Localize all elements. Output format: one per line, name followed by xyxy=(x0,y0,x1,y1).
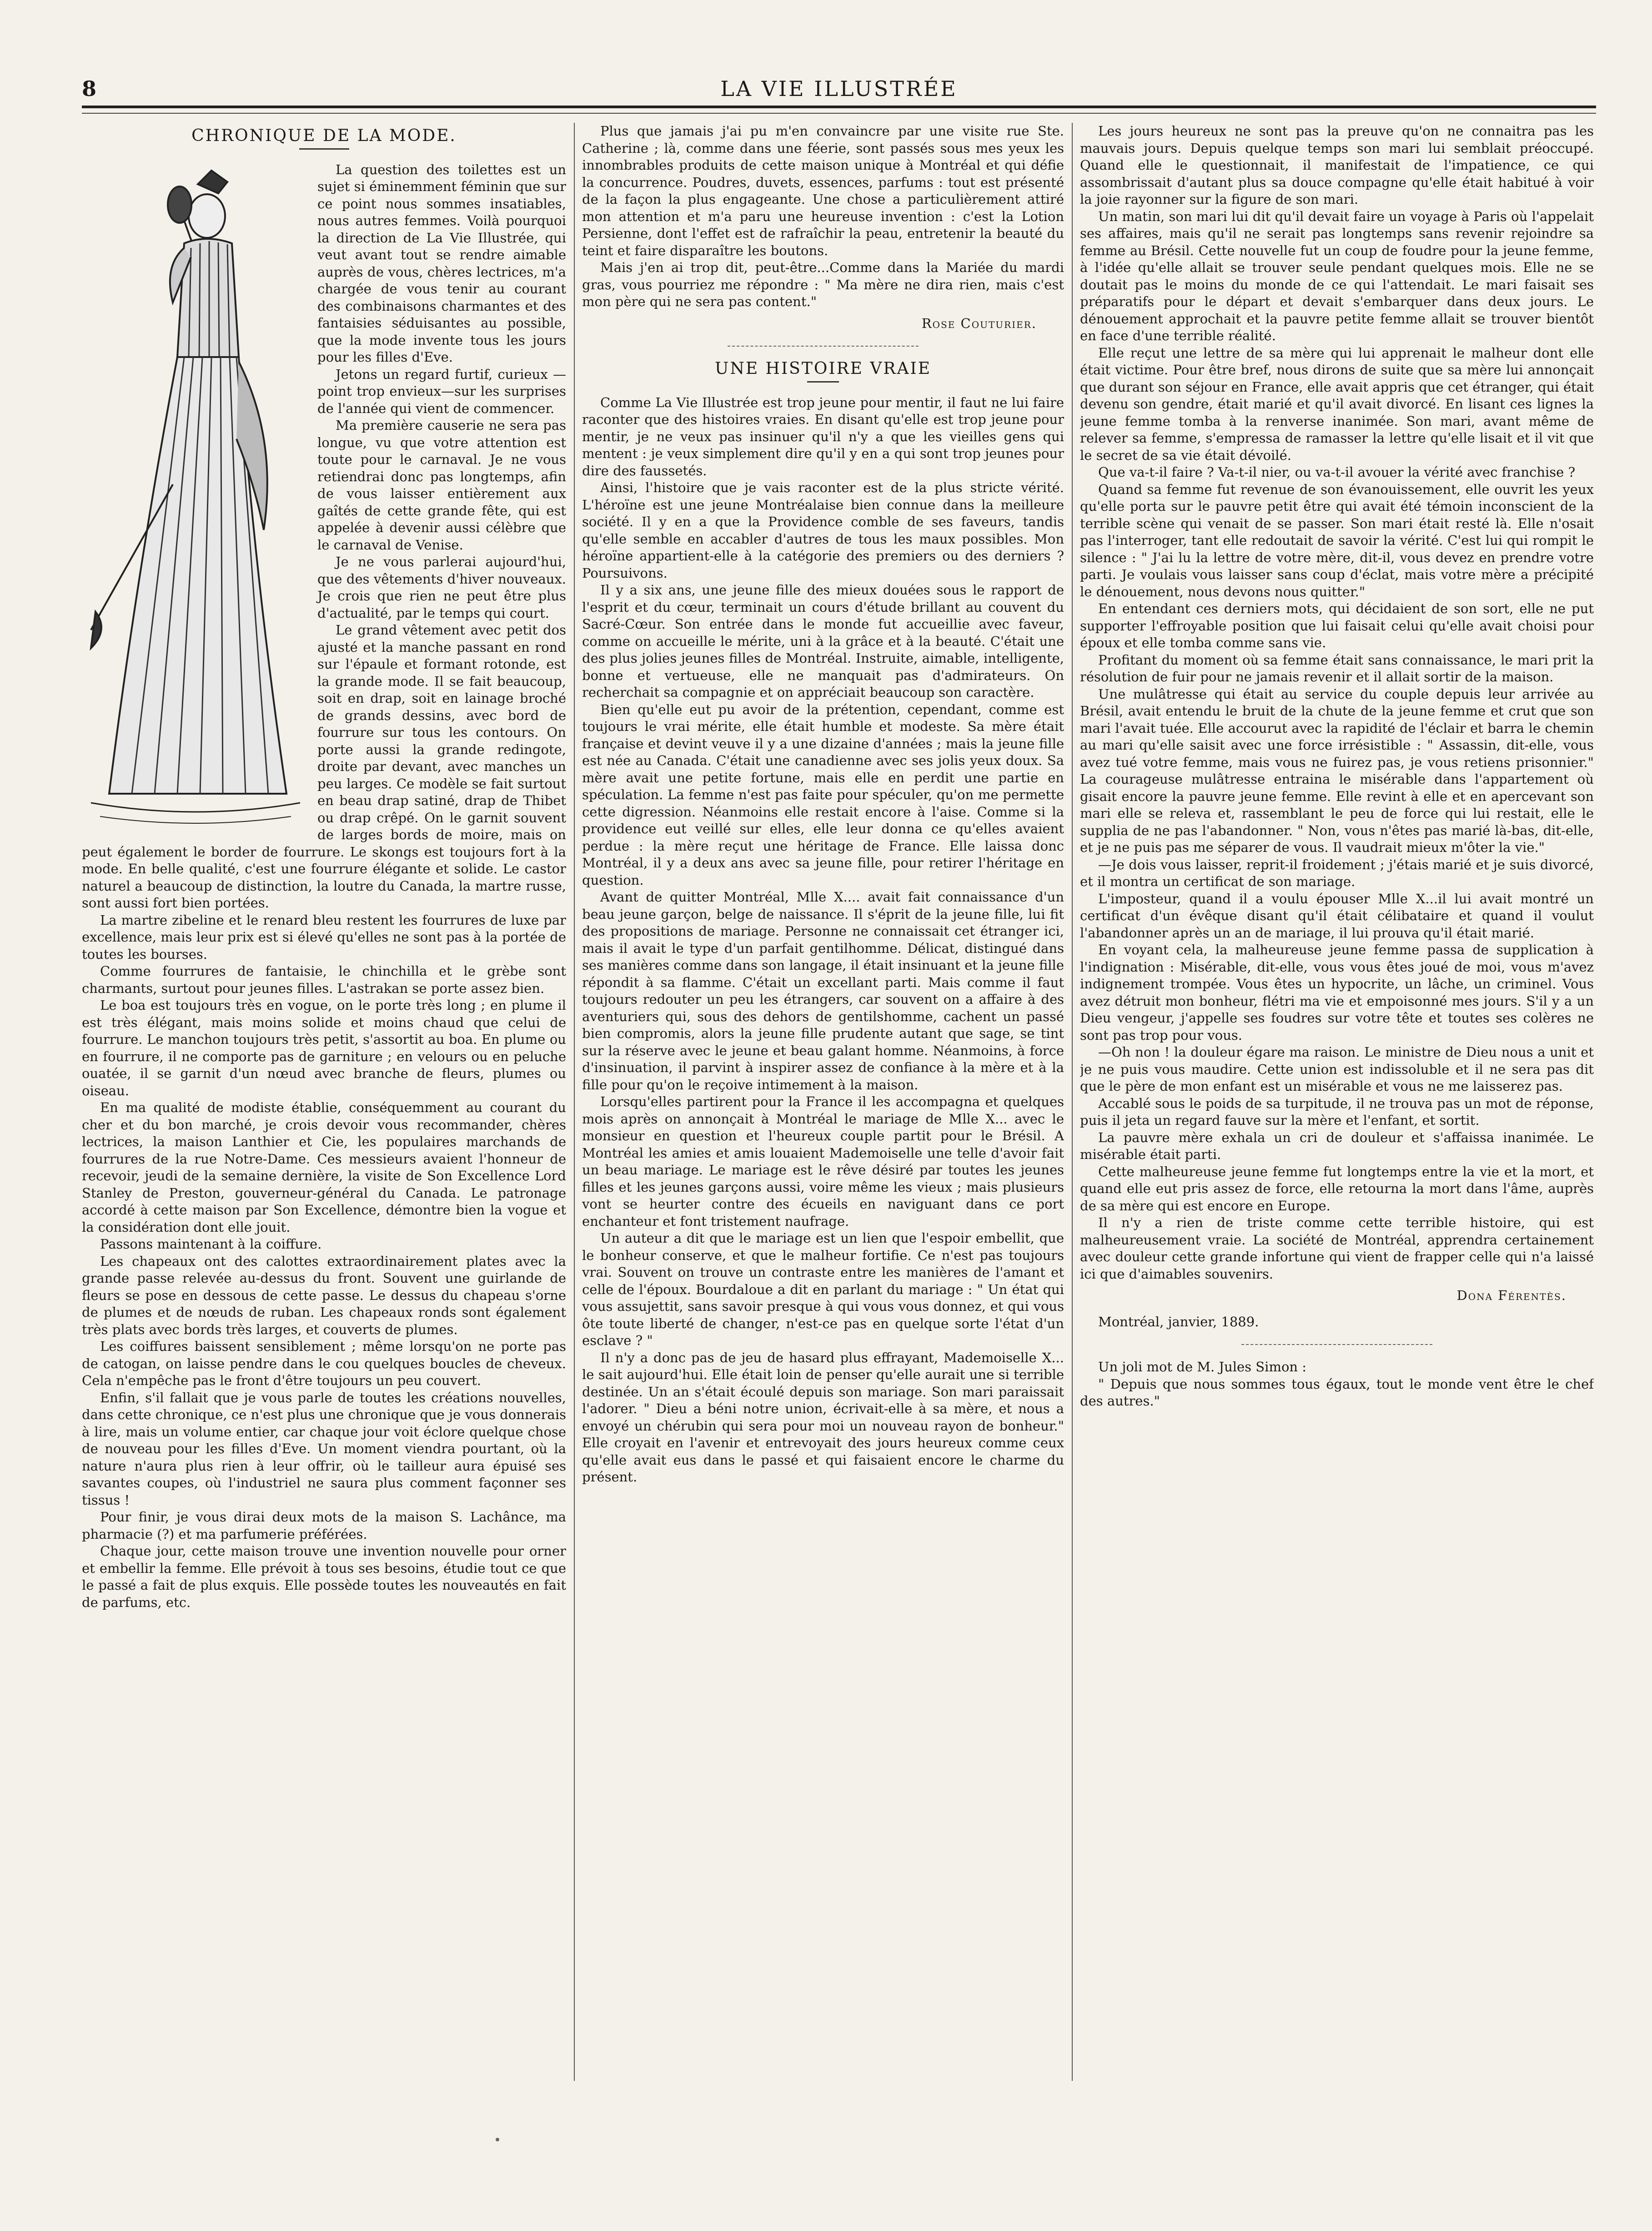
paragraph: Le boa est toujours très en vogue, on le porte très long ; en plume il est très élégant, mais moins solide et moins chaud que celui de fourrure. Le manchon toujours très petit, s'assortit au boa. En plume ou en fourrure, il ne comporte pas de garniture ; en velours ou en peluche ouatée, il se garnit d'un nœud avec branche de fleurs, plumes ou oiseau. xyxy=(82,997,566,1098)
paragraph: Jetons un regard furtif, curieux — point trop envieux—sur les surprises de l'année qui vient de commencer. xyxy=(317,366,566,416)
section-separator xyxy=(728,346,919,347)
title-rule xyxy=(299,148,349,150)
chronique-title: CHRONIQUE DE LA MODE. xyxy=(191,126,457,145)
print-speck xyxy=(496,2138,499,2141)
story-paragraph: Cette malheureuse jeune femme fut longtemps entre la vie et la mort, et quand elle eut pris assez de force, elle retourna la mort dans l'âme, auprès de sa mère qui est encore en Europe. xyxy=(1080,1163,1594,1214)
paragraph: Le grand vêtement avec petit dos ajusté et la manche passant en rond sur l'épaule et formant rotonde, est la grande mode. Il se fait beaucoup, soit en drap, soit en lainage broché de grands dessins, avec bord de fourrure sur tous les contours. On porte aussi la grande redingote, droite par devant, avec manches un peu larges. Ce modèle se fait surtout en beau drap satiné, drap de Thibet ou drap crêpé. On le garnit souvent de larges bords de moire, mais on peut également le border de fourrure. Le skongs est toujours fort à la mode. En belle qualité, c'est une fourrure élégante et solide. Le castor naturel a beaucoup de distinction, la loutre du Canada, la martre russe, sont aussi fort bien portées. xyxy=(82,622,566,911)
story-paragraph: Bien qu'elle eut pu avoir de la prétention, cependant, comme est toujours le vrai mérite, elle était humble et modeste. Sa mère était française et devint veuve il y a une dizaine d'années ; mais la jeune fille est née au Canada. C'était une canadienne avec ses jolis yeux doux. Sa mère avait une petite fortune, mais elle en perdit une partie en spéculation. La femme n'est pas faite pour spéculer, qu'on me permette cette digression. Néanmoins elle restait encore à l'aise. Comme si la providence eut veillé sur elles, elle leur donna ce qu'elles avaient perdue : la mère reçut une héritage de France. Elle laissa donc Montréal, il y a deux ans avec sa jeune fille, pour retirer l'héritage en question. xyxy=(582,701,1064,888)
story-paragraph: Accablé sous le poids de sa turpitude, il ne trouva pas un mot de réponse, puis il jeta un regard fauve sur la mère et l'enfant, et sortit. xyxy=(1080,1095,1594,1128)
story-paragraph: Avant de quitter Montréal, Mlle X.... avait fait connaissance d'un beau jeune garçon, belge de naissance. Il s'éprit de la jeune fille, lui fit des propositions de mariage. Personne ne connaissait cet étranger ici, mais il avait le type d'un parfait gentilhomme. Délicat, distingué dans ses manières comme dans son langage, il était insinuant et la jeune fille répondit à sa flamme. C'était un excellant parti. Mais comme il faut toujours redouter un peu les étrangers, car souvent on a affaire à des aventuriers qui, sous des dehors de gentilshomme, cachent un passé bien compromis, alors la jeune fille prudente autant que sage, se tint sur la réserve avec le jeune et beau galant homme. Néanmoins, à force d'insinuation, il parvint à inspirer assez de confiance à la mère et à la fille pour qu'on le reçoive intimement à la maison. xyxy=(582,889,1064,1093)
column-3 xyxy=(1080,123,1594,2081)
header-rule-thin xyxy=(82,113,1596,114)
story-paragraph: En entendant ces derniers mots, qui décidaient de son sort, elle ne put supporter l'effroyable position que lui faisait celui qu'elle avait choisi pour époux et elle tomba comme sans vie. xyxy=(1080,601,1594,650)
story-paragraph: —Je dois vous laisser, reprit-il froidement ; j'étais marié et je suis divorcé, et il montra un certificat de son mariage. xyxy=(1080,856,1594,889)
paragraph: Pour finir, je vous dirai deux mots de la maison S. Lachânce, ma pharmacie (?) et ma parfumerie préférées. xyxy=(82,1509,566,1542)
paragraph: La martre zibeline et le renard bleu restent les fourrures de luxe par excellence, mais leur prix est si élevé qu'elles ne sont pas à la portée de toutes les bourses. xyxy=(82,912,566,962)
story-paragraph: Un matin, son mari lui dit qu'il devait faire un voyage à Paris où l'appelait ses affaires, mais qu'il ne serait pas longtemps sans revenir rejoindre sa femme au Brésil. Cette nouvelle fut un coup de foudre pour la jeune femme, à l'idée qu'elle allait se trouver seule pendant quelques mois. Elle ne se doutait pas le moins du monde de ce qui l'attendait. Le mari faisait ses préparatifs pour le départ et devait s'embarquer dans deux jours. Le dénouement approchait et la pauvre petite femme allait se trouver bientôt en face d'une terrible réalité. xyxy=(1080,208,1594,343)
title-rule xyxy=(807,381,839,383)
paragraph: Ma première causerie ne sera pas longue, vu que votre attention est toute pour le carnaval. Je ne vous retiendrai donc pas longtemps, afin de vous laisser entièrement aux gaîtés de cette grande fête, qui est appelée à devenir aussi célèbre que le carnaval de Venise. xyxy=(317,418,566,553)
histoire-body-continued xyxy=(1080,123,1594,1283)
histoire-body xyxy=(582,394,1064,1486)
story-paragraph: Profitant du moment où sa femme était sans connaissance, le mari prit la résolution de fuir pour ne jamais revenir et il allait sortir de la maison. xyxy=(1080,652,1594,685)
paragraph: Je ne vous parlerai aujourd'hui, que des vêtements d'hiver nouveaux. Je crois que rien ne peut être plus d'actualité, par le temps qui court. xyxy=(317,554,566,621)
story-paragraph: Une mulâtresse qui était au service du couple depuis leur arrivée au Brésil, avait entendu le bruit de la chute de la jeune femme et crut que son mari l'avait tuée. Elle accourut avec la rapidité de l'éclair et barra le chemin au mari qu'elle saisit avec une force irrésistible : " Assassin, dit-elle, vous avez tué votre femme, mais vous ne fuirez pas, je vous retiens prisonnier." La courageuse mulâtresse entraina le misérable dans l'appartement où gisait encore la pauvre jeune femme. Elle revint à elle et en apercevant son mari elle se releva et, rassemblant le peu de force qui lui restait, elle le supplia de ne pas l'abandonner. " Non, vous n'êtes pas marié là-bas, dit-elle, et je ne puis pas me séparer de vous. Il vaudrait mieux m'ôter la vie." xyxy=(1080,686,1594,855)
story-paragraph: Les jours heureux ne sont pas la preuve qu'on ne connaitra pas les mauvais jours. Depuis quelque temps son mari lui semblait préoccupé. Quand elle le questionnait, il manifestait de l'impatience, ce qui assombrissait d'autant plus sa douce compagne qu'elle était habitué à voir la joie rayonner sur la figure de son mari. xyxy=(1080,123,1594,207)
story-paragraph: Comme La Vie Illustrée est trop jeune pour mentir, il faut ne lui faire raconter que des histoires vraies. En disant qu'elle est trop jeune pour mentir, je ne veux pas insinuer qu'il n'y a que les vieilles gens qui mentent : je veux simplement dire qu'il y en a qui sont trop jeunes pour dire des faussetés. xyxy=(582,394,1064,478)
story-paragraph: L'imposteur, quand il a voulu épouser Mlle X...il lui avait montré un certificat d'un évêque disant qu'il était célibataire et quand il voulut l'abandonner après un an de mariage, il lui prouva qu'il était marié. xyxy=(1080,891,1594,941)
journal-title: LA VIE ILLUSTRÉE xyxy=(720,76,958,101)
column-1 xyxy=(82,123,566,2081)
bon-mot-intro: Un joli mot de M. Jules Simon : xyxy=(1098,1359,1307,1375)
story-paragraph: Elle reçut une lettre de sa mère qui lui apprenait le malheur dont elle était victime. Pour être bref, nous dirons de suite que sa mère lui annonçait que durant son séjour en France, elle avait appris que cet étranger, qui était devenu son gendre, était marié et qu'il avait divorcé. En lisant ces lignes la jeune femme tomba à la renverse inanimée. Son mari, avant même de relever sa femme, s'empressa de ramasser la lettre qu'elle lisait et il vit que le secret de sa vie était dévoilé. xyxy=(1080,345,1594,463)
dateline: Montréal, janvier, 1889. xyxy=(1098,1314,1259,1330)
paragraph: En ma qualité de modiste établie, conséquemment au courant du cher et du bon marché, je crois devoir vous recommander, chères lectrices, la maison Lanthier et Cie, les populaires marchands de fourrures de la rue Notre-Dame. Ces messieurs avaient l'honneur de recevoir, jeudi de la semaine dernière, la visite de Son Excellence Lord Stanley de Preston, gouverneur-général du Canada. Le patronage accordé à cette maison par Son Excellence, démontre bien la vogue et la considération dont elle jouit. xyxy=(82,1100,566,1235)
paragraph: Mais j'en ai trop dit, peut-être...Comme dans la Mariée du mardi gras, vous pourriez me répondre : " Ma mère ne dira rien, mais c'est mon père qui ne sera pas content." xyxy=(582,260,1064,309)
story-paragraph: —Oh non ! la douleur égare ma raison. Le ministre de Dieu nous a unit et je ne puis vous maudire. Cette union est indissoluble et il ne sera pas dit que le père de mon enfant est un misérable et vous ne me laisserez pas. xyxy=(1080,1044,1594,1094)
section-separator xyxy=(1241,1344,1432,1345)
story-paragraph: Que va-t-il faire ? Va-t-il nier, ou va-t-il avouer la vérité avec franchise ? xyxy=(1098,464,1576,480)
column-divider xyxy=(1072,123,1073,2081)
paragraph: La question des toilettes est un sujet si éminemment féminin que sur ce point nous sommes insatiables, nous autres femmes. Voilà pourquoi la direction de La Vie Illustrée, qui veut avant tout se rendre aimable auprès de vous, chères lectrices, m'a chargée de vous tenir au courant des combinaisons charmantes et des fantaisies séduisantes au possible, que la mode invente tous les jours pour les filles d'Eve. xyxy=(317,161,566,365)
paragraph: Chaque jour, cette maison trouve une invention nouvelle pour orner et embellir la femme. Elle prévoit à tous ses besoins, étudie tout ce que le passé a fait de plus exquis. Elle possède toutes les nouveautés en fait de parfums, etc. xyxy=(82,1543,566,1610)
paragraph: Comme fourrures de fantaisie, le chinchilla et le grèbe sont charmants, surtout pour jeunes filles. L'astrakan se porte assez bien. xyxy=(82,963,566,996)
header-rule xyxy=(82,106,1596,108)
histoire-title: UNE HISTOIRE VRAIE xyxy=(714,359,931,378)
paragraph: Enfin, s'il fallait que je vous parle de toutes les créations nouvelles, dans cette chronique, ce n'est plus une chronique que je vous donnerais à lire, mais un volume entier, car chaque jour voit éclore quelque chose de nouveau pour les filles d'Eve. Un moment viendra pourtant, où la nature n'aura plus rien à leur offrir, où le tailleur aura épuisé ses savantes coupes, où l'industriel ne saura plus comment façonner ses tissus ! xyxy=(82,1390,566,1508)
story-paragraph: Il n'y a donc pas de jeu de hasard plus effrayant, Mademoiselle X... le sait aujourd'hui. Elle était loin de penser qu'elle aurait une si terrible destinée. Un an s'était écoulé depuis son mariage. Son mari paraissait l'adorer. " Dieu a béni notre union, écrivait-elle à sa mère, et nous a envoyé un chérubin qui sera pour moi un nouveau rayon de bonheur." Elle croyait en l'avenir et entrevoyait des jours heureux comme ceux qu'elle avait eus dans le passé et qui faisaient encore le charme du présent. xyxy=(582,1350,1064,1485)
fashion-illustration xyxy=(82,166,305,835)
column-divider xyxy=(574,123,575,2081)
paragraph: Plus que jamais j'ai pu m'en convaincre par une visite rue Ste. Catherine ; là, comme dans une féerie, sont passés sous mes yeux les innombrables produits de cette maison unique à Montréal et qui défie la concurrence. Poudres, duvets, essences, parfums : tout est présenté de la façon la plus engageante. Une chose a particulièrement attiré mon attention et m'a paru une heureuse invention : c'est la Lotion Persienne, dont l'effet est de rafraîchir la peau, entretenir la beauté du teint et faire disparaître les boutons. xyxy=(582,123,1064,258)
paragraph: Les chapeaux ont des calottes extraordinairement plates avec la grande passe relevée au-dessus du front. Souvent une guirlande de fleurs se pose en dessous de cette passe. Le dessus du chapeau s'orne de plumes et de nœuds de ruban. Les chapeaux ronds sont également très plats avec bords très larges, et couverts de plumes. xyxy=(82,1253,566,1337)
chronique-signature: Rose Couturier. xyxy=(921,315,1037,331)
bon-mot-quote: " Depuis que nous sommes tous égaux, tout le monde vent être le chef des autres." xyxy=(1080,1376,1594,1409)
story-paragraph: Il n'y a rien de triste comme cette terrible histoire, qui est malheureusement vraie. La société de Montréal, apprendra certainement avec douleur cette grande infortune qui vient de frapper celle qui n'a laissé ici que d'aimables souvenirs. xyxy=(1080,1215,1594,1282)
page-number: 8 xyxy=(82,76,97,101)
column-2 xyxy=(582,123,1064,2081)
story-paragraph: Ainsi, l'histoire que je vais raconter est de la plus stricte vérité. L'héroïne est une jeune Montréalaise bien connue dans la meilleure société. Il y en a que la Providence comble de ses faveurs, tandis qu'elle semble en accabler d'autres de tous les maux possibles. Mon héroïne appartient-elle à la catégorie des premiers ou des derniers ? Poursuivons. xyxy=(582,480,1064,581)
paragraph: Les coiffures baissent sensiblement ; même lorsqu'on ne porte pas de catogan, on laisse pendre dans le cou quelques boucles de cheveux. Cela n'empêche pas le front d'être toujours un peu couvert. xyxy=(82,1339,566,1388)
story-paragraph: Un auteur a dit que le mariage est un lien que l'espoir embellit, que le bonheur conserve, et que le malheur fortifie. Ce n'est pas toujours vrai. Souvent on trouve un contraste entre les manières de l'amant et celle de l'époux. Bourdaloue a dit en parlant du mariage : " Un état qui vous assujettit, sans savoir presque à qui vous vous donnez, et qui vous ôte toute liberté de changer, n'est-ce pas en quelque sorte l'état d'un esclave ? " xyxy=(582,1230,1064,1348)
paragraph: Passons maintenant à la coiffure. xyxy=(100,1236,322,1252)
story-paragraph: La pauvre mère exhala un cri de douleur et s'affaissa inanimée. Le misérable était parti. xyxy=(1080,1129,1594,1162)
story-paragraph: En voyant cela, la malheureuse jeune femme passa de supplication à l'indignation : Misérable, dit-elle, vous vous êtes joué de moi, vous m'avez indignement trompée. Vous êtes un hypocrite, un lâche, un criminel. Vous avez détruit mon bonheur, flétri ma vie et empoisonné mes jours. S'il y a un Dieu vengeur, j'appelle ses foudres sur votre tête et toutes ses colères ne sont pas trop pour vous. xyxy=(1080,942,1594,1043)
story-paragraph: Lorsqu'elles partirent pour la France il les accompagna et quelques mois après on annonçait à Montréal le mariage de Mlle X... avec le monsieur en question et l'heureux couple partit pour le Brésil. A Montréal les amies et amis louaient Mademoiselle une telle d'avoir fait un beau mariage. Le mariage est le rêve désiré par toutes les jeunes filles et les jeunes garçons aussi, voire même les vieux ; mais plusieurs vont se heurter contre des écueils en naviguant dans ce port enchanteur et font tristement naufrage. xyxy=(582,1094,1064,1229)
histoire-signature: Dona Férentès. xyxy=(1456,1288,1567,1303)
story-paragraph: Il y a six ans, une jeune fille des mieux douées sous le rapport de l'esprit et du cœur, terminait un cours d'étude brillant au couvent du Sacré-Cœur. Son entrée dans le monde fut accueillie avec faveur, comme on accueille le mérite, uni à la grâce et à la beauté. C'était une des plus jolies jeunes filles de Montréal. Instruite, aimable, intelligente, bonne et vertueuse, elle ne manquait pas d'admirateurs. On recherchait sa compagnie et on appréciait beaucoup son caractère. xyxy=(582,582,1064,700)
story-paragraph: Quand sa femme fut revenue de son évanouissement, elle ouvrit les yeux qu'elle porta sur le pauvre petit être qui avait été témoin inconscient de la terrible scène qui venait de se passer. Son mari était resté là. Elle n'osait pas l'interroger, tant elle redoutait de savoir la vérité. C'est lui qui rompit le silence : " J'ai lu la lettre de votre mère, dit-il, vous devez en prendre votre parti. Je voulais vous laisser sans coup d'éclat, mais votre mère a précipité le dénouement, nous devons nous quitter." xyxy=(1080,481,1594,599)
